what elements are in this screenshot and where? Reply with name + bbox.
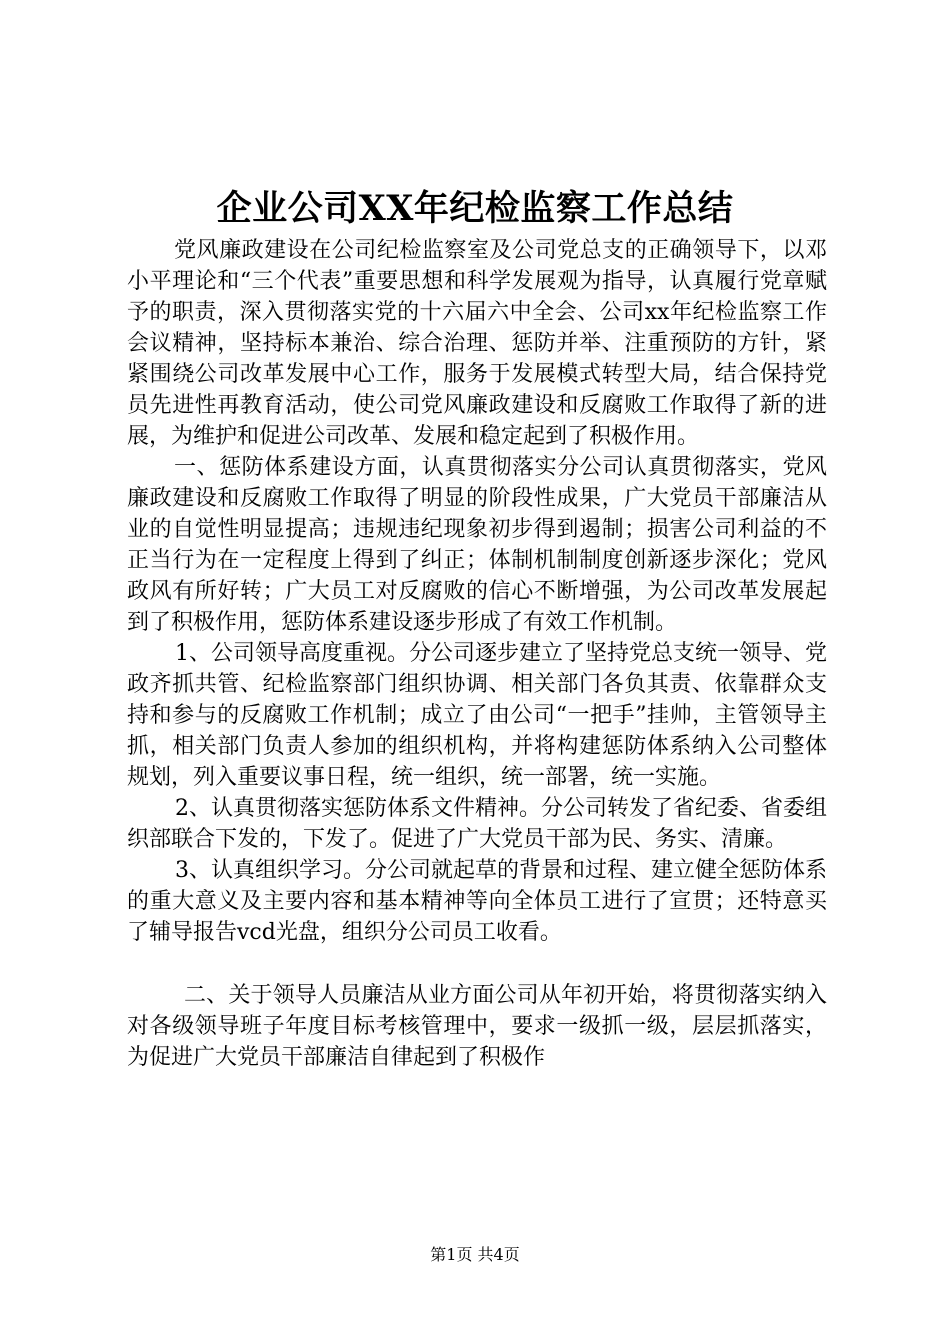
section-two-paragraph: 二、关于领导人员廉洁从业方面公司从年初开始，将贯彻落实纳入对各级领导班子年度目标考核管理中，要求一级抓一级，层层抓落实，为促进广大党员干部廉洁自律起到了积极作 (127, 983, 827, 1070)
item-3-paragraph: 3、认真组织学习。分公司就起草的背景和过程、建立健全惩防体系的重大意义及主要内容和基本精神等向全体员工进行了宣贯；还特意买了辅导报告vcd光盘，组织分公司员工收看。 (127, 858, 827, 945)
section-one-paragraph: 一、惩防体系建设方面，认真贯彻落实分公司认真贯彻落实，党风廉政建设和反腐败工作取得了明显的阶段性成果，广大党员干部廉洁从业的自觉性明显提高；违规违纪现象初步得到遏制；损害公司利益的不正当行为在一定程度上得到了纠正；体制机制制度创新逐步深化；党风政风有所好转；广大员工对反腐败的信心不断增强，为公司改革发展起到了积极作用，惩防体系建设逐步形成了有效工作机制。 (127, 455, 827, 635)
intro-paragraph: 党风廉政建设在公司纪检监察室及公司党总支的正确领导下，以邓小平理论和“三个代表”重要思想和科学发展观为指导，认真履行党章赋予的职责，深入贯彻落实党的十六届六中全会、公司xx年纪检监察工作会议精神，坚持标本兼治、综合治理、惩防并举、注重预防的方针，紧紧围绕公司改革发展中心工作，服务于发展模式转型大局，结合保持党员先进性再教育活动，使公司党风廉政建设和反腐败工作取得了新的进展，为维护和促进公司改革、发展和稳定起到了积极作用。 (127, 238, 827, 449)
item-1-paragraph: 1、公司领导高度重视。分公司逐步建立了坚持党总支统一领导、党政齐抓共管、纪检监察部门组织协调、相关部门各负其责、依靠群众支持和参与的反腐败工作机制；成立了由公司“一把手”挂帅，主管领导主抓，相关部门负责人参加的组织机构，并将构建惩防体系纳入公司整体规划，列入重要议事日程，统一组织，统一部署，统一实施。 (127, 641, 827, 790)
document-title: 企业公司XX年纪检监察工作总结 (216, 188, 734, 229)
item-2-paragraph: 2、认真贯彻落实惩防体系文件精神。分公司转发了省纪委、省委组织部联合下发的，下发了。促进了广大党员干部为民、务实、清廉。 (127, 796, 827, 852)
document-body (127, 235, 827, 1073)
page-number-footer: 第1页 共4页 (430, 1245, 520, 1264)
